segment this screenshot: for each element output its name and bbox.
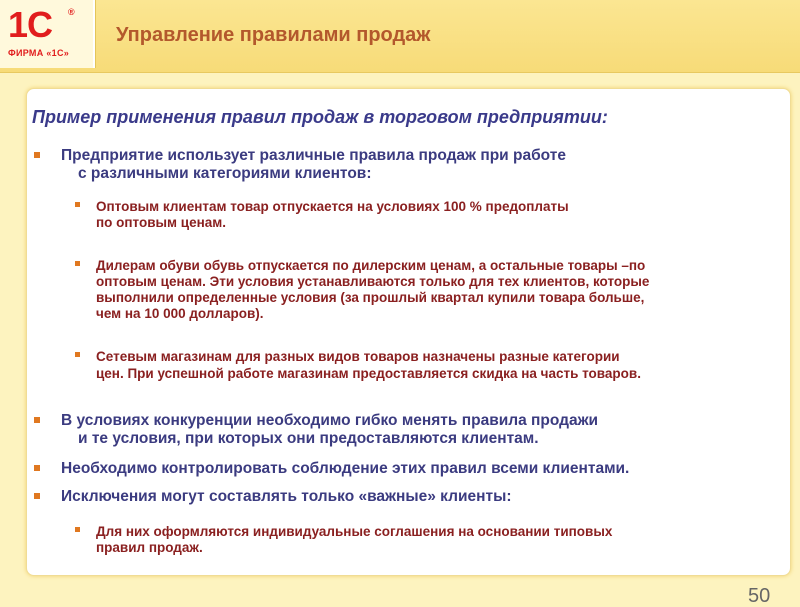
- sub-1-1-line-2: по оптовым ценам.: [96, 215, 227, 230]
- bullet-marker: [34, 417, 40, 423]
- bullet-1-line-1: Предприятие использует различные правила продаж при работе: [61, 147, 566, 164]
- bullet-marker: [34, 465, 40, 471]
- sub-4-1-line-1: Для них оформляются индивидуальные соглашения на основании типовых: [96, 524, 613, 539]
- bullet-4-line-1: Исключения могут составлять только «важные» клиенты:: [61, 488, 512, 505]
- sub-bullet-marker: [75, 527, 80, 532]
- sub-bullet-marker: [75, 202, 80, 207]
- bullet-3-line-1: Необходимо контролировать соблюдение этих правил всеми клиентами.: [61, 460, 630, 477]
- sub-1-1-line-1: Оптовым клиентам товар отпускается на условиях 100 % предоплаты: [96, 199, 569, 214]
- bullet-marker: [34, 152, 40, 158]
- sub-bullet-marker: [75, 352, 80, 357]
- header-title: Управление правилами продаж: [116, 24, 431, 46]
- sub-1-3-line-2: цен. При успешной работе магазинам предоставляется скидка на часть товаров.: [96, 366, 641, 381]
- bullet-2-line-2: и те условия, при которых они предоставляются клиентам.: [78, 430, 539, 447]
- logo-1c: [0, 0, 95, 68]
- slide-heading: Пример применения правил продаж в торговом предприятии:: [32, 107, 608, 127]
- sub-4-1-line-2: правил продаж.: [96, 540, 203, 555]
- sub-1-2-line-4: чем на 10 000 долларов).: [96, 306, 264, 321]
- bullet-1-line-2: с различными категориями клиентов:: [78, 165, 372, 182]
- sub-bullet-marker: [75, 261, 80, 266]
- logo-registered-mark: ®: [68, 7, 75, 17]
- bullet-2-line-1: В условиях конкуренции необходимо гибко менять правила продажи: [61, 412, 599, 429]
- sub-1-2-line-1: Дилерам обуви обувь отпускается по дилерским ценам, а остальные товары –по: [96, 258, 646, 273]
- sub-1-3-line-1: Сетевым магазинам для разных видов товаров назначены разные категории: [96, 349, 620, 364]
- logo-firm-text: ФИРМА «1С»: [8, 48, 70, 58]
- sub-1-2-line-2: оптовым ценам. Эти условия устанавливаются только для тех клиентов, которые: [96, 274, 650, 289]
- slide-header: [0, 0, 800, 73]
- bullet-marker: [34, 493, 40, 499]
- page-number: 50: [748, 585, 771, 607]
- logo-mark: 1С: [8, 4, 53, 45]
- sub-1-2-line-3: выполнили определенные условия (за прошлый квартал купили товара больше,: [96, 290, 645, 305]
